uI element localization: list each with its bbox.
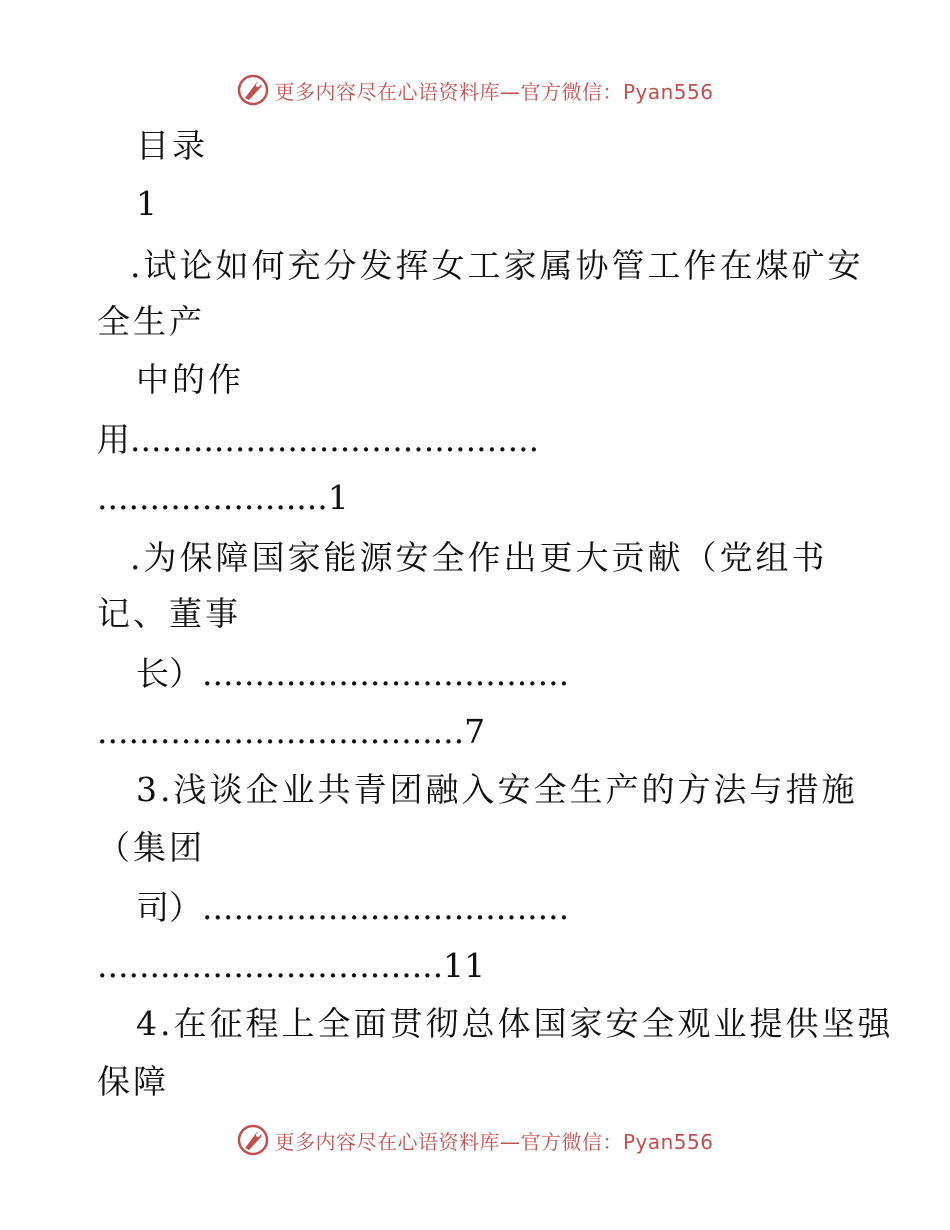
- toc-item-4-title-line-1: 4.在征程上全面贯彻总体国家安全观业提供坚强: [136, 1004, 894, 1043]
- pen-nib-logo-icon: [236, 1123, 270, 1157]
- toc-item-3-title-line-2: （集团: [97, 828, 205, 867]
- toc-item-1-leader-line-1: 用.......................................: [97, 420, 540, 459]
- header-watermark-text: 更多内容尽在心语资料库—官方微信：Pyan556: [274, 79, 714, 104]
- toc-item-2-leader-page: ...................................7: [97, 712, 486, 751]
- toc-item-4-title-line-2: 保障: [97, 1062, 169, 1101]
- toc-item-2-title-line-1: .为保障国家能源安全作出更大贡献（党组书: [130, 538, 828, 577]
- toc-item-1-title-line-3: 中的作: [136, 360, 244, 399]
- toc-number-1: 1: [136, 184, 160, 223]
- footer-watermark-text: 更多内容尽在心语资料库—官方微信：Pyan556: [274, 1129, 714, 1154]
- toc-heading: 目录: [136, 126, 208, 165]
- toc-item-1-leader-page: ......................1: [97, 478, 349, 517]
- toc-item-1-title-line-2: 全生产: [97, 302, 205, 341]
- toc-item-2-leader-line-1: 长）...................................: [136, 654, 570, 693]
- toc-item-2-title-line-2: 记、董事: [97, 594, 241, 633]
- toc-item-1-title-line-1: .试论如何充分发挥女工家属协管工作在煤矿安: [130, 246, 864, 285]
- toc-item-3-title-line-1: 3.浅谈企业共青团融入安全生产的方法与措施: [136, 770, 858, 809]
- pen-nib-logo-icon: [236, 73, 270, 107]
- toc-item-3-leader-page: .................................11: [97, 946, 486, 985]
- footer-watermark-banner: [0, 1120, 950, 1160]
- header-watermark-banner: [0, 70, 950, 110]
- toc-item-3-leader-line-1: 司）...................................: [136, 888, 570, 927]
